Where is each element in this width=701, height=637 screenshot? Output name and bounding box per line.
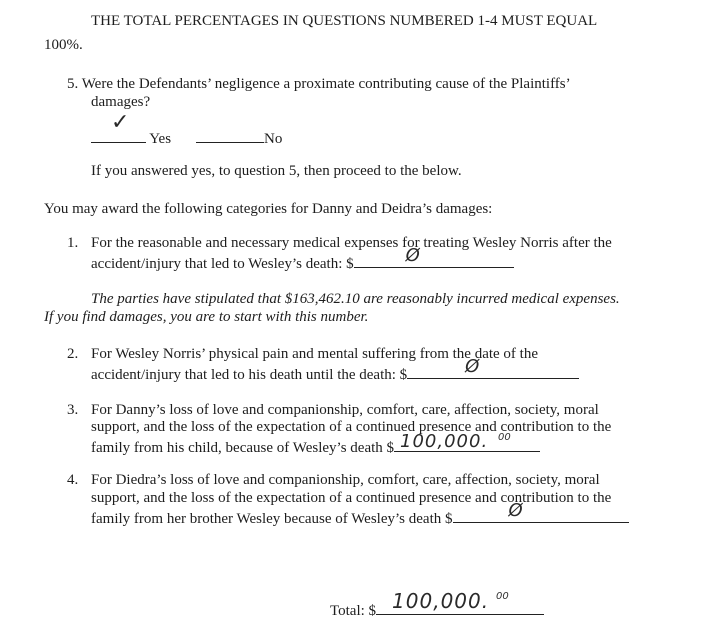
question-5-line-2: damages? [91, 94, 151, 110]
total-amount-field[interactable] [376, 589, 544, 615]
item-3-amount-field[interactable] [394, 431, 540, 452]
item-4-line-1: For Diedra’s loss of love and companionship, comfort, care, affection, society, moral [91, 472, 600, 488]
item-2-amount: Ø [465, 356, 481, 377]
header-line-2: 100%. [44, 37, 83, 53]
item-4-label: family from her brother Wesley because of Wesley’s death $ [91, 511, 453, 527]
item-1-label: accident/injury that led to Wesley’s death: $ [91, 256, 354, 272]
item-1-line-1: For the reasonable and necessary medical expenses for treating Wesley Norris after the [91, 235, 612, 251]
item-1-number: 1. [67, 235, 79, 251]
item-2-number: 2. [67, 346, 79, 362]
no-label: No [264, 131, 283, 147]
item-3-label: family from his child, because of Wesley’s death $ [91, 440, 395, 456]
item-2-line-1: For Wesley Norris’ physical pain and mental suffering from the date of the [91, 346, 539, 362]
yes-blank [91, 110, 146, 143]
stipulation-line-2: If you find damages, you are to start with this number. [44, 309, 369, 325]
total-label: Total: $ [330, 603, 377, 619]
item-3-line-3 [91, 431, 540, 457]
proceed-instruction: If you answered yes, to question 5, then proceed to the below. [91, 163, 462, 179]
item-1-amount: Ø [405, 245, 421, 266]
item-4-line-3 [91, 500, 629, 528]
item-3-line-2: support, and the loss of the expectation of a continued presence and contribution to the [91, 419, 612, 435]
yes-label: Yes [149, 131, 172, 147]
item-3-number: 3. [67, 402, 79, 418]
total-line [330, 589, 544, 620]
award-intro: You may award the following categories for Danny and Deidra’s damages: [44, 201, 493, 217]
item-2-amount-field[interactable] [407, 356, 579, 379]
item-2-label: accident/injury that led to his death until the death: $ [91, 367, 408, 383]
item-1-line-2 [91, 245, 514, 273]
total-cents: 00 [496, 591, 509, 602]
no-blank [196, 128, 264, 143]
item-3-line-1: For Danny’s loss of love and companionship, comfort, care, affection, society, moral [91, 402, 599, 418]
item-4-number: 4. [67, 472, 79, 488]
yes-check-mark: ✓ [111, 110, 131, 135]
item-4-line-2: support, and the loss of the expectation of a continued presence and contribution to the [91, 490, 612, 506]
item-4-amount: Ø [508, 500, 524, 521]
question-5-line-1: 5. Were the Defendants’ negligence a proximate contributing cause of the Plaintiffs’ [67, 76, 571, 92]
item-3-amount: 100,000. [400, 431, 489, 452]
yes-option[interactable] [91, 110, 172, 148]
stipulation-line-1: The parties have stipulated that $163,462.10 are reasonably incurred medical expenses. [91, 291, 620, 307]
item-1-amount-field[interactable] [354, 245, 514, 268]
header-line-1: THE TOTAL PERCENTAGES IN QUESTIONS NUMBERED 1-4 MUST EQUAL [91, 13, 598, 29]
item-2-line-2 [91, 356, 579, 384]
item-4-amount-field[interactable] [453, 500, 629, 523]
no-option[interactable] [196, 128, 282, 148]
item-3-cents: 00 [498, 432, 511, 443]
total-amount: 100,000. [392, 589, 490, 613]
